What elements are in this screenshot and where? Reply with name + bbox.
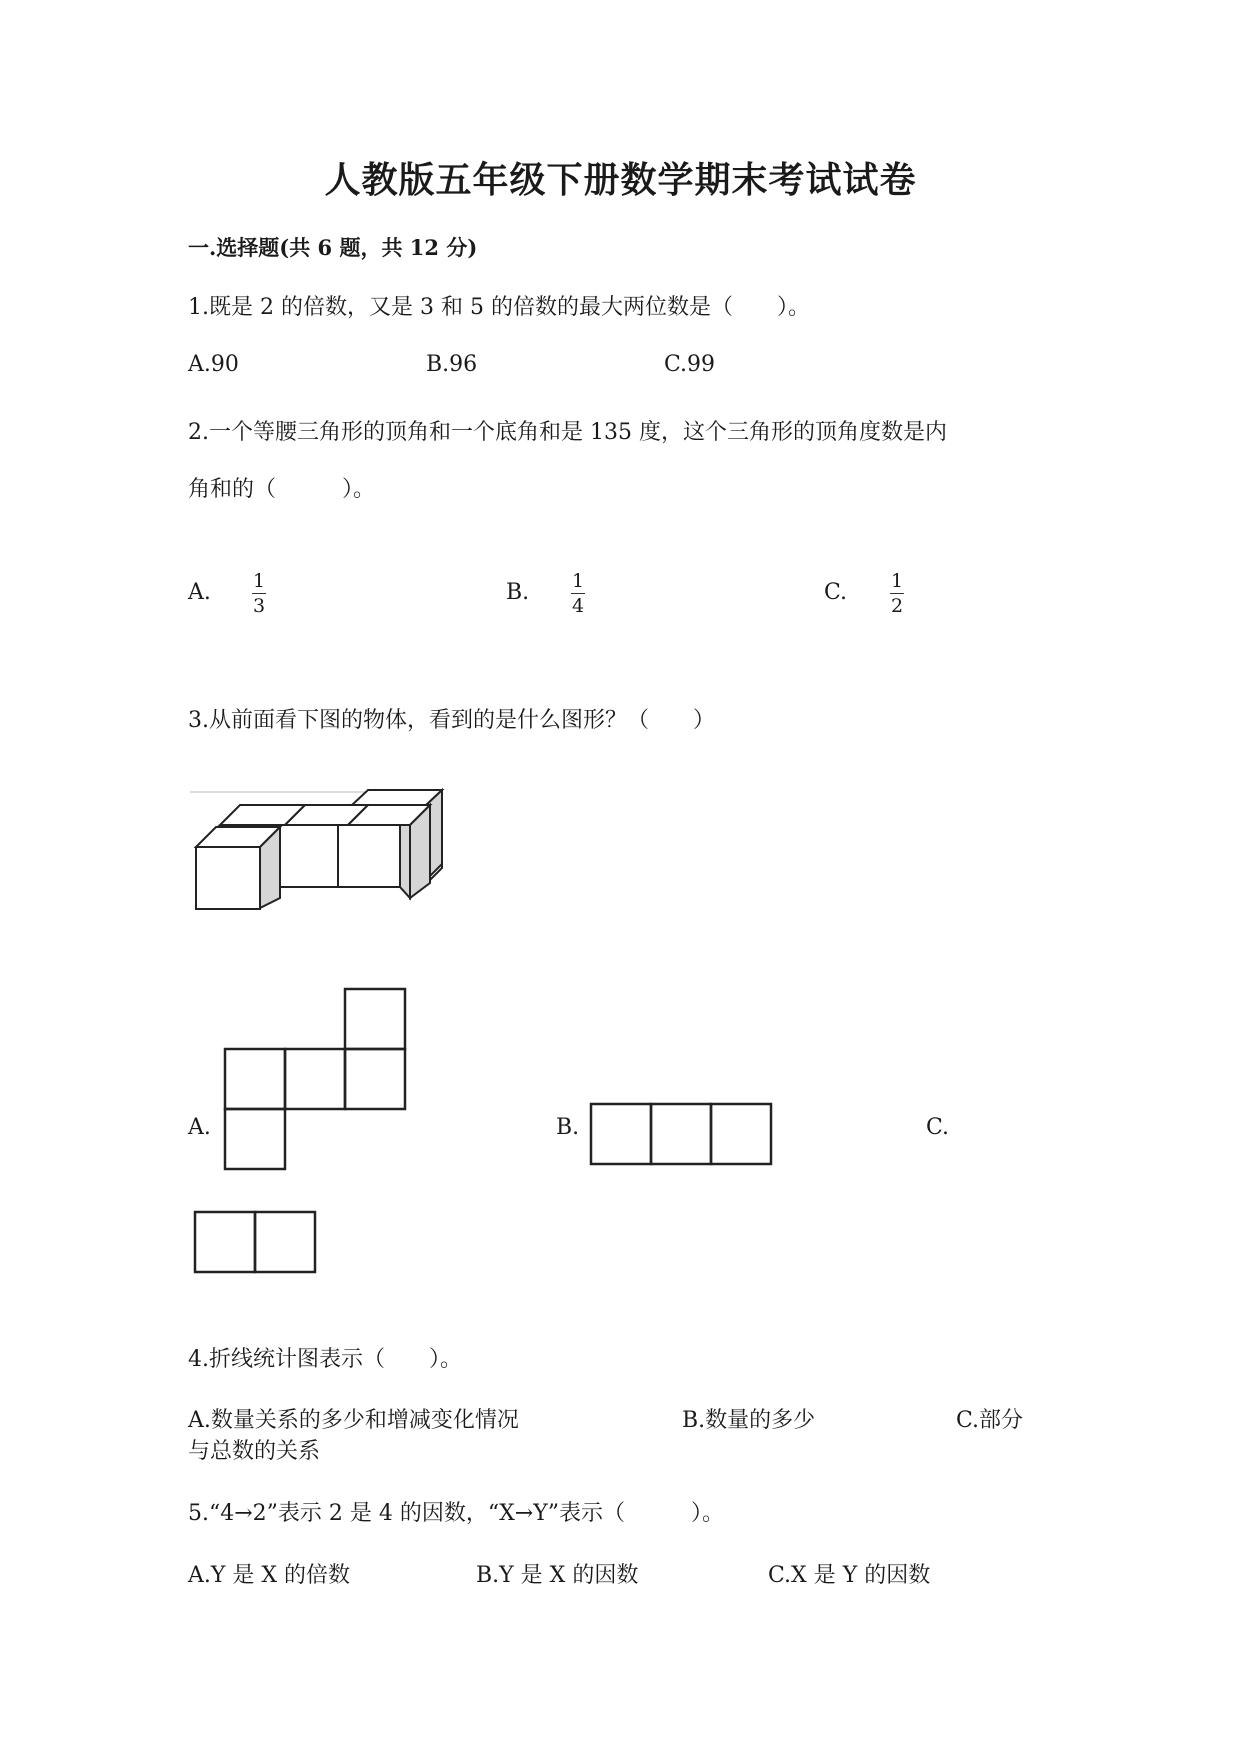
question-3-option-b-figure <box>588 1100 778 1170</box>
question-5-option-b: B.Y 是 X 的因数 <box>476 1563 639 1588</box>
question-1-option-a: A.90 <box>188 352 239 377</box>
question-4-option-a: A.数量关系的多少和增减变化情况 <box>188 1408 519 1433</box>
question-5-option-c: C.X 是 Y 的因数 <box>768 1563 931 1588</box>
question-3-stem: 3.从前面看下图的物体，看到的是什么图形？（ ） <box>188 708 715 733</box>
fraction-numerator: 1 <box>571 570 585 592</box>
section-heading: 一.选择题(共 6 题，共 12 分) <box>188 235 478 260</box>
question-3-option-b-label: B. <box>556 1115 580 1140</box>
question-4-option-c-line2: 与总数的关系 <box>188 1439 321 1464</box>
question-3-option-c-label: C. <box>926 1115 950 1140</box>
fraction-bar <box>571 593 585 594</box>
fraction-denominator: 3 <box>252 595 266 617</box>
question-4-option-b: B.数量的多少 <box>682 1408 816 1433</box>
question-5-option-a: A.Y 是 X 的倍数 <box>188 1563 351 1588</box>
fraction-denominator: 2 <box>890 595 904 617</box>
question-3-option-a-label: A. <box>188 1115 211 1140</box>
cube-figure-3d <box>180 780 450 920</box>
fraction-numerator: 1 <box>890 570 904 592</box>
question-2-option-b-fraction <box>571 570 585 617</box>
question-2-stem-line1: 2.一个等腰三角形的顶角和一个底角和是 135 度，这个三角形的顶角度数是内 <box>188 420 947 445</box>
fraction-bar <box>890 593 904 594</box>
question-4-option-c-line1: C.部分 <box>956 1408 1024 1433</box>
question-3-option-a-figure <box>218 985 408 1175</box>
question-3-option-c-figure <box>192 1208 322 1278</box>
question-2-option-b-label: B. <box>506 580 530 605</box>
question-1-stem: 1.既是 2 的倍数，又是 3 和 5 的倍数的最大两位数是（ ）。 <box>188 295 810 320</box>
page-title: 人教版五年级下册数学期末考试试卷 <box>324 159 917 201</box>
question-2-option-a-fraction <box>252 570 266 617</box>
question-2-option-a-label: A. <box>188 580 211 605</box>
question-1-option-c: C.99 <box>664 352 716 377</box>
question-1-option-b: B.96 <box>426 352 478 377</box>
fraction-bar <box>252 593 266 594</box>
question-2-option-c-label: C. <box>824 580 848 605</box>
question-2-option-c-fraction <box>890 570 904 617</box>
question-5-stem: 5.“4→2”表示 2 是 4 的因数，“X→Y”表示（ ）。 <box>188 1501 724 1526</box>
question-4-stem: 4.折线统计图表示（ ）。 <box>188 1347 462 1372</box>
fraction-denominator: 4 <box>571 595 585 617</box>
fraction-numerator: 1 <box>252 570 266 592</box>
question-2-stem-line2: 角和的（ ）。 <box>188 477 376 502</box>
